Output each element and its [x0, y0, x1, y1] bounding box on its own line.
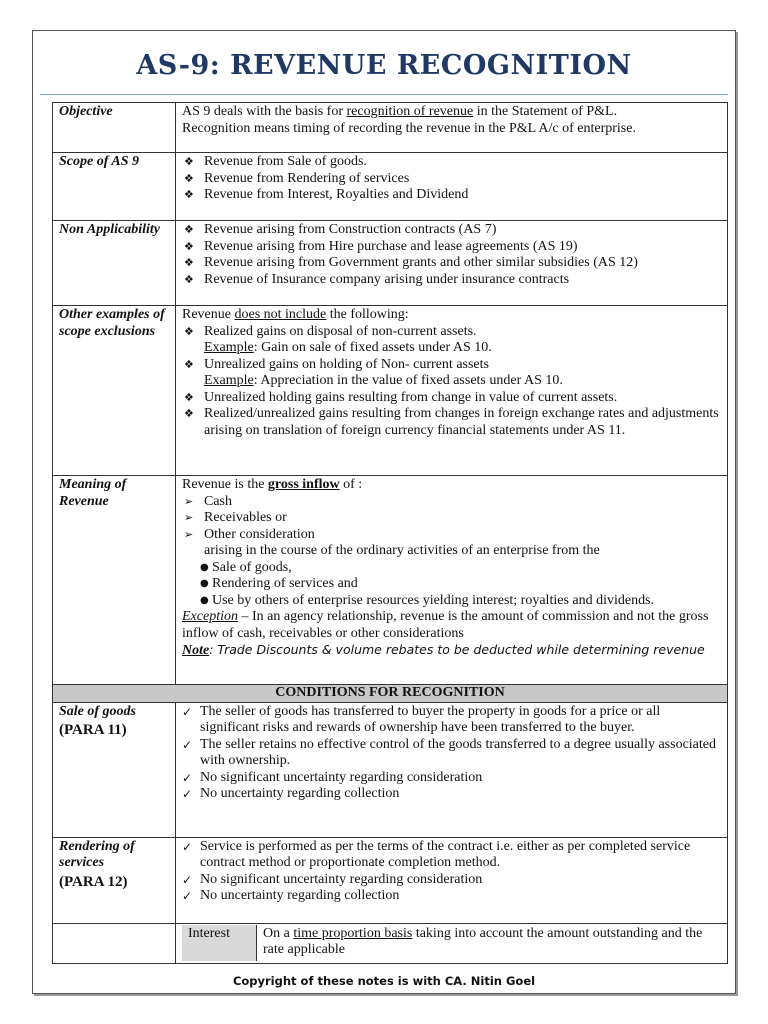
list-item-text: No significant uncertainty regarding consideration — [200, 871, 483, 887]
example-label: Example — [204, 340, 254, 355]
list-item — [182, 770, 721, 787]
list-item-text: Revenue arising from Government grants and other similar subsidies (AS 12) — [204, 255, 638, 270]
checkmark-icon: ✓ — [182, 889, 193, 903]
meaning-course: arising in the course of the ordinary activities of an enterprise from the — [204, 543, 600, 558]
sale-label-text: Sale of goods — [59, 703, 136, 719]
list-item — [182, 187, 721, 204]
list-item — [182, 255, 721, 272]
rendering-label — [53, 837, 176, 923]
diamond-bullet-icon: ❖ — [184, 188, 194, 201]
checkmark-icon: ✓ — [182, 872, 193, 887]
list-item — [182, 704, 721, 737]
list-item — [182, 737, 721, 770]
example-text: : Appreciation in the value of fixed assets under AS 10. — [253, 373, 563, 388]
diamond-bullet-icon: ❖ — [184, 171, 194, 185]
non-applicability-label: Non Applicability — [53, 221, 176, 306]
list-item-text: Revenue from Sale of goods. — [204, 154, 367, 169]
list-item-text: Service is performed as per the terms of the contract i.e. either as per completed service contract method or proportionate completion method. — [200, 838, 691, 870]
list-item-text: Unrealized holding gains resulting from change in value of current assets. — [204, 389, 618, 405]
activities-list — [182, 560, 721, 610]
interest-underlined: time proportion basis — [293, 925, 413, 941]
checkmark-icon: ✓ — [182, 704, 193, 719]
checkmark-icon: ✓ — [182, 737, 193, 752]
meaning-intro-a: Revenue is the — [182, 477, 268, 492]
list-item-text: The seller of goods has transferred to buyer the property in goods for a price or all significant risks and rewards of ownership have been transferred to the buyer. — [200, 703, 661, 735]
meaning-label: Meaning of Revenue — [53, 476, 176, 685]
revenue-recognition-table — [52, 102, 728, 964]
title-divider — [40, 94, 728, 95]
meaning-content — [176, 476, 728, 685]
conditions-header-row — [53, 685, 728, 703]
rendering-para: (PARA 12) — [59, 873, 128, 890]
list-item — [182, 390, 721, 407]
objective-text-b: in the Statement of P&L. — [473, 104, 618, 119]
list-item — [182, 560, 721, 577]
diamond-bullet-icon: ❖ — [184, 239, 194, 253]
rendering-content — [176, 837, 728, 923]
interest-empty-label — [53, 923, 176, 963]
list-item-text: Cash — [204, 493, 232, 509]
meaning-intro-b: of : — [339, 477, 363, 492]
dot-bullet-icon: ● — [200, 594, 209, 606]
list-item-text: Revenue from Rendering of services — [204, 170, 410, 186]
diamond-bullet-icon: ❖ — [184, 223, 194, 236]
meaning-intro-underlined: gross inflow — [267, 477, 340, 492]
inflow-list — [182, 494, 721, 544]
list-item — [182, 239, 721, 256]
arrow-bullet-icon: ➢ — [184, 494, 194, 508]
exclusions-intro — [182, 307, 721, 324]
note-body: : Trade Discounts & volume rebates to be deducted while determining revenue — [209, 642, 705, 657]
objective-underlined: recognition of revenue — [346, 104, 474, 119]
list-item-text: Realized gains on disposal of non-current assets. — [204, 323, 477, 339]
list-item-text: Revenue arising from Hire purchase and lease agreements (AS 19) — [204, 238, 578, 254]
rendering-conditions-list — [182, 839, 721, 905]
exclusions-intro-a: Revenue — [182, 307, 235, 322]
dot-bullet-icon: ● — [200, 561, 209, 573]
objective-text-a: AS 9 deals with the basis for — [182, 104, 347, 119]
list-item — [182, 357, 721, 390]
sale-label — [53, 702, 176, 837]
scope-row — [53, 153, 728, 221]
interest-subrow — [182, 925, 721, 961]
non-applicability-row — [53, 221, 728, 306]
list-item — [182, 888, 721, 905]
diamond-bullet-icon: ❖ — [184, 272, 194, 286]
diamond-bullet-icon: ❖ — [184, 155, 194, 168]
list-item-text: The seller retains no effective control of the goods transferred to a degree usually associated with ownership. — [200, 736, 716, 768]
checkmark-icon: ✓ — [182, 770, 193, 785]
list-item — [182, 576, 721, 593]
list-item-text: Other consideration — [204, 526, 315, 542]
note-text — [182, 642, 721, 660]
checkmark-icon: ✓ — [182, 787, 193, 801]
exception-text — [182, 609, 721, 642]
list-item-text: No significant uncertainty regarding consideration — [200, 769, 483, 785]
exception-label: Exception — [182, 609, 238, 624]
exception-body: – In an agency relationship, revenue is the amount of commission and not the gross inflow of cash, receivables or other considerations — [182, 609, 709, 641]
note-label: Note — [182, 643, 210, 658]
sale-content — [176, 702, 728, 837]
arrow-bullet-icon: ➢ — [184, 527, 194, 541]
example-text: : Gain on sale of fixed assets under AS 10. — [253, 340, 492, 355]
list-item — [182, 527, 721, 544]
objective-line2: Recognition means timing of recording the revenue in the P&L A/c of enterprise. — [182, 120, 636, 136]
diamond-bullet-icon: ❖ — [184, 407, 194, 420]
list-item-text: Receivables or — [204, 510, 287, 525]
exclusions-label: Other examples of scope exclusions — [53, 306, 176, 476]
arrow-bullet-icon: ➢ — [184, 511, 194, 524]
checkmark-icon: ✓ — [182, 839, 193, 854]
exclusions-list — [182, 324, 721, 440]
list-item — [182, 171, 721, 188]
scope-list — [182, 154, 721, 204]
exclusions-intro-b: the following: — [326, 307, 409, 322]
list-item-text: No uncertainty regarding collection — [200, 786, 400, 801]
conditions-header: CONDITIONS FOR RECOGNITION — [53, 685, 728, 703]
non-applicability-list — [182, 222, 721, 288]
example-label: Example — [204, 373, 254, 388]
copyright-footer: Copyright of these notes is with CA. Nitin Goel — [232, 974, 536, 988]
non-applicability-content — [176, 221, 728, 306]
dot-bullet-icon: ● — [200, 578, 209, 589]
interest-text-b: taking into account the amount outstanding and the rate applicable — [263, 925, 703, 957]
interest-text — [257, 925, 722, 961]
list-item — [182, 272, 721, 289]
interest-label: Interest — [182, 925, 257, 961]
list-item — [182, 406, 721, 439]
meaning-intro — [182, 477, 721, 494]
list-item-text: Revenue arising from Construction contracts (AS 7) — [204, 222, 497, 237]
list-item — [182, 839, 721, 872]
exclusions-intro-underlined: does not include — [234, 307, 327, 322]
list-item-text: Unrealized gains on holding of Non- current assets — [204, 356, 489, 372]
page-title: AS-9: REVENUE RECOGNITION — [136, 50, 632, 81]
list-item — [182, 593, 721, 610]
list-item-text: Sale of goods, — [212, 559, 292, 575]
rendering-row — [53, 837, 728, 923]
sale-conditions-list — [182, 704, 721, 803]
objective-content — [176, 103, 728, 153]
list-item — [182, 222, 721, 239]
interest-row — [53, 923, 728, 963]
objective-label: Objective — [53, 103, 176, 153]
exclusions-content — [176, 306, 728, 476]
interest-text-a: On a — [263, 925, 294, 941]
exclusions-row — [53, 306, 728, 476]
diamond-bullet-icon: ❖ — [184, 324, 194, 338]
list-item — [182, 510, 721, 527]
list-item — [182, 494, 721, 511]
interest-content — [176, 923, 728, 963]
list-item — [182, 872, 721, 889]
list-item — [182, 786, 721, 803]
list-item-text: Revenue from Interest, Royalties and Dividend — [204, 187, 469, 202]
list-item-text: Revenue of Insurance company arising under insurance contracts — [204, 271, 570, 287]
objective-row — [53, 103, 728, 153]
list-item-text: Use by others of enterprise resources yielding interest; royalties and dividends. — [212, 592, 655, 608]
sale-para: (PARA 11) — [59, 722, 127, 738]
rendering-label-text: Rendering of services — [59, 838, 135, 870]
interest-subtable — [182, 925, 721, 961]
list-item-text: Realized/unrealized gains resulting from changes in foreign exchange rates and adjustments arising on translation of foreign currency financial statements under AS 11. — [204, 406, 719, 438]
diamond-bullet-icon: ❖ — [184, 357, 194, 371]
diamond-bullet-icon: ❖ — [184, 256, 194, 269]
scope-content — [176, 153, 728, 221]
diamond-bullet-icon: ❖ — [184, 390, 194, 404]
scope-label: Scope of AS 9 — [53, 153, 176, 221]
list-item-text: No uncertainty regarding collection — [200, 888, 400, 903]
list-item — [182, 154, 721, 171]
list-item-text: Rendering of services and — [212, 576, 358, 591]
meaning-row — [53, 476, 728, 685]
list-item — [182, 324, 721, 357]
sale-row — [53, 702, 728, 837]
